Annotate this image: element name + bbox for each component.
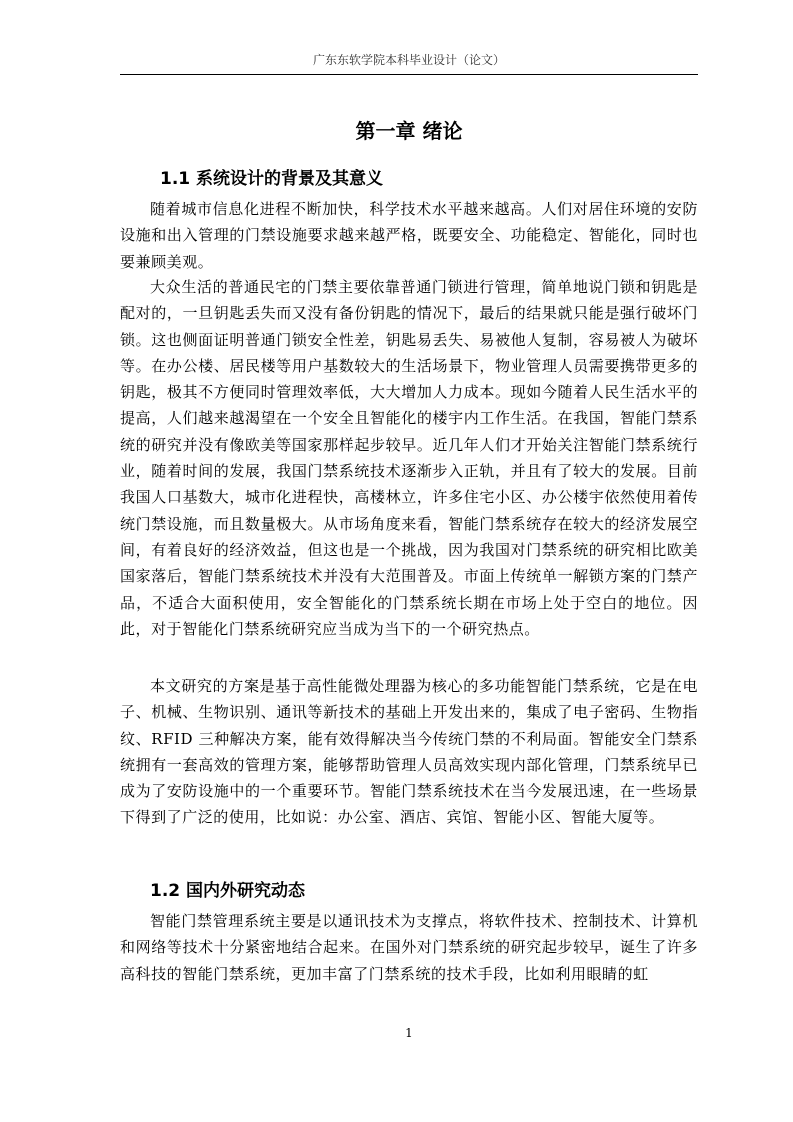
page-number: 1 <box>405 1026 413 1040</box>
body-paragraph: 本文研究的方案是基于高性能微处理器为核心的多功能智能门禁系统，它是在电子、机械、生物识别、通讯等新技术的基础上开发出来的，集成了电子密码、生物指纹、RFID 三种解决方案，能有效得解决当今传统门禁的不利局面。智能安全门禁系统拥有一套高效的管理方案，能够帮助管理人员高效实现内部化管理，门禁系统早已成为了安防设施中的一个重要环节。智能门禁系统技术在当今发展迅速，在一些场景下得到了广泛的使用，比如说：办公室、酒店、宾馆、智能小区、智能大厦等。 <box>120 677 698 827</box>
body-paragraph: 智能门禁管理系统主要是以通讯技术为支撑点，将软件技术、控制技术、计算机和网络等技术十分紧密地结合起来。在国外对门禁系统的研究起步较早，诞生了许多高科技的智能门禁系统，更加丰富了门禁系统的技术手段，比如利用眼睛的虹 <box>120 912 698 983</box>
body-paragraph: 大众生活的普通民宅的门禁主要依靠普通门锁进行管理，简单地说门锁和钥匙是配对的，一旦钥匙丢失而又没有备份钥匙的情况下，最后的结果就只能是强行破坏门锁。这也侧面证明普通门锁安全性差，钥匙易丢失、易被他人复制，容易被人为破坏等。在办公楼、居民楼等用户基数较大的生活场景下，物业管理人员需要携带更多的钥匙，极其不方便同时管理效率低，大大增加人力成本。现如今随着人民生活水平的提高，人们越来越渴望在一个安全且智能化的楼宇内工作生活。在我国，智能门禁系统的研究并没有像欧美等国家那样起步较早。近几年人们才开始关注智能门禁系统行业，随着时间的发展，我国门禁系统技术逐渐步入正轨，并且有了较大的发展。目前我国人口基数大，城市化进程快，高楼林立，许多住宅小区、办公楼宇依然使用着传统门禁设施，而且数量极大。从市场角度来看，智能门禁系统存在较大的经济发展空间，有着良好的经济效益，但这也是一个挑战，因为我国对门禁系统的研究相比欧美国家落后，智能门禁系统技术并没有大范围普及。市面上传统单一解锁方案的门禁产品，不适合大面积使用，安全智能化的门禁系统长期在市场上处于空白的地位。因此，对于智能化门禁系统研究应当成为当下的一个研究热点。 <box>120 278 698 638</box>
chapter-title: 第一章 绪论 <box>355 119 463 143</box>
header-rule <box>120 74 698 75</box>
body-paragraph: 随着城市信息化进程不断加快，科学技术水平越来越高。人们对居住环境的安防设施和出入管理的门禁设施要求越来越严格，既要安全、功能稳定、智能化，同时也要兼顾美观。 <box>120 200 698 271</box>
section-title-1-2: 1.2 国内外研究动态 <box>150 881 306 901</box>
running-header: 广东东软学院本科毕业设计（论文） <box>312 53 505 67</box>
section-title-1-1: 1.1 系统设计的背景及其意义 <box>160 169 384 189</box>
